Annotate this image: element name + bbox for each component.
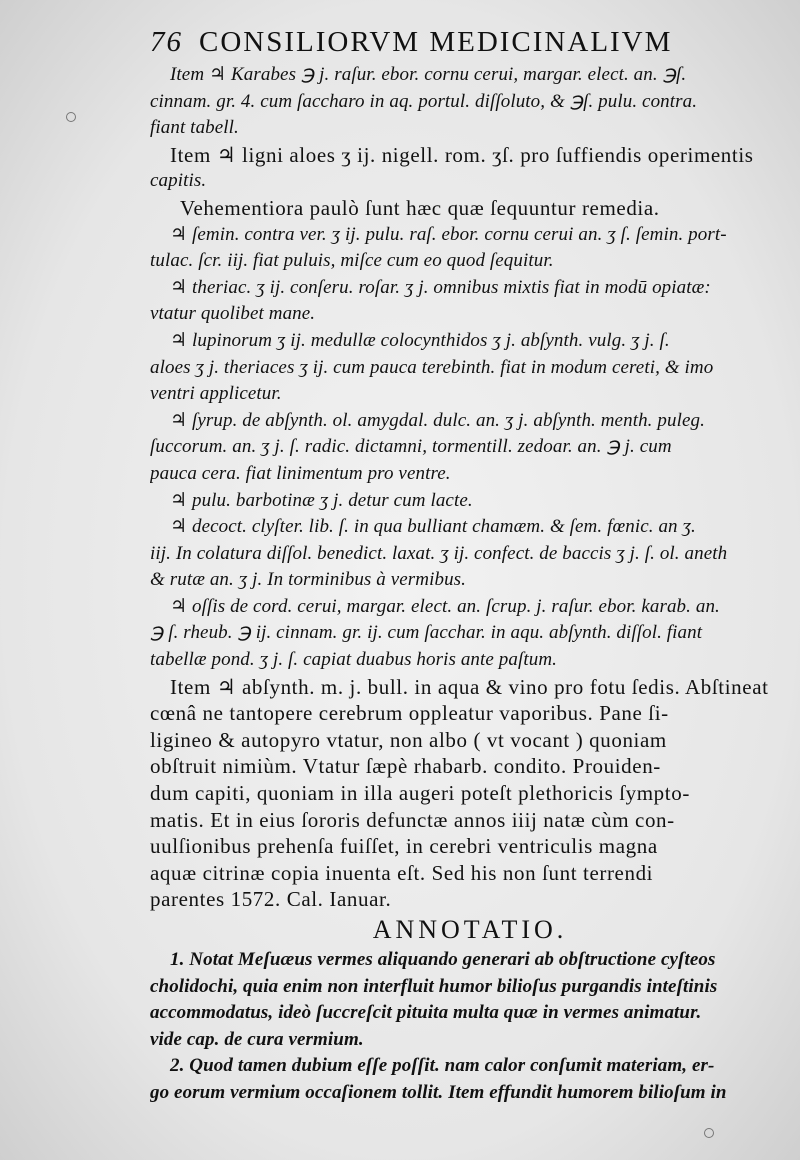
- text-line: ♃ theriac. ʒ ij. conſeru. roſar. ʒ j. omnibus mixtis fiat in modū opiatæ:: [170, 276, 711, 298]
- annotation-line: cholidochi, quia enim non interfluit humor bilioſus purgandis inteſtinis: [150, 975, 718, 997]
- annotations: [150, 947, 790, 1107]
- text-line: Vehementiora paulò ſunt hæc quæ ſequuntur remedia.: [180, 195, 660, 220]
- text-line: tabellæ pond. ʒ j. ſ. capiat duabus horis ante paſtum.: [150, 649, 558, 671]
- text-line: & rutæ an. ʒ j. In torminibus à vermibus.: [150, 569, 467, 591]
- text-line: obſtruit nimiùm. Vtatur ſæpè rhabarb. condito. Prouiden-: [150, 754, 661, 779]
- text-line: vtatur quolibet mane.: [150, 303, 316, 325]
- text-line: ℈ ſ. rheub. ℈ ij. cinnam. gr. ij. cum ſacchar. in aqu. abſynth. diſſol. fiant: [150, 622, 703, 644]
- annotation-line: go eorum vermium occaſionem tollit. Item effundit humorem bilioſum in: [150, 1081, 727, 1103]
- text-line: ♃ pulu. barbotinæ ʒ j. detur cum lacte.: [170, 489, 473, 511]
- text-line: fiant tabell.: [150, 117, 239, 139]
- text-line: iij. In colatura diſſol. benedict. laxat. ʒ ij. confect. de baccis ʒ j. ſ. ol. aneth: [150, 542, 728, 564]
- paper-speck: [66, 112, 76, 122]
- text-line: aquæ citrinæ copia inuenta eſt. Sed his non ſunt terrendi: [150, 860, 654, 885]
- annotatio-heading: ANNOTATIO.: [372, 915, 568, 944]
- text-line: ♃ ſemin. contra ver. ʒ ij. pulu. raſ. ebor. cornu cerui an. ʒ ſ. ſemin. port-: [170, 223, 727, 245]
- text-line: matis. Et in eius ſororis defunctæ annos iiij natæ cùm con-: [150, 807, 675, 832]
- page-number: 76: [150, 26, 183, 58]
- text-line: ♃ decoct. clyſter. lib. ſ. in qua bulliant chamæm. & ſem. fœnic. an ʒ.: [170, 516, 696, 538]
- text-line: ♃ ſyrup. de abſynth. ol. amygdal. dulc. an. ʒ j. abſynth. menth. puleg.: [170, 409, 705, 431]
- text-line: tulac. ſcr. iij. fiat puluis, miſce cum eo quod ſequitur.: [150, 250, 554, 272]
- paper-speck: [704, 1128, 714, 1138]
- annotation-line: 1. Notat Meſuæus vermes aliquando generari ab obſtructione cyſteos: [170, 949, 716, 970]
- text-line: uulſionibus prehenſa fuiſſet, in cerebri ventriculis magna: [150, 834, 658, 859]
- text-line: ventri applicetur.: [150, 383, 282, 405]
- text-line: parentes 1572. Cal. Ianuar.: [150, 887, 392, 912]
- text-line: ligineo & autopyro vtatur, non albo ( vt vocant ) quoniam: [150, 727, 667, 752]
- page-body: [150, 62, 790, 1107]
- annotation-line: vide cap. de cura vermium.: [150, 1028, 364, 1050]
- text-line: capitis.: [150, 170, 207, 192]
- main-text: [150, 62, 790, 913]
- text-line: Item ♃ abſynth. m. j. bull. in aqua & vino pro fotu ſedis. Abſtineat: [170, 674, 769, 699]
- text-line: dum capiti, quoniam in illa augeri poteſt plethoricis ſympto-: [150, 781, 690, 806]
- text-line: Item ♃ ligni aloes ʒ ij. nigell. rom. ʒſ. pro ſuffiendis operimentis: [170, 142, 754, 167]
- text-line: cinnam. gr. 4. cum ſaccharo in aq. portul. diſſoluto, & ℈ſ. pulu. contra.: [150, 90, 698, 112]
- text-line: pauca cera. fiat linimentum pro ventre.: [150, 462, 451, 484]
- annotation-line: accommodatus, ideò ſuccreſcit pituita multa quæ in vermes animatur.: [150, 1002, 702, 1024]
- page-header: [150, 26, 750, 59]
- annotation-line: 2. Quod tamen dubium eſſe poſſit. nam calor conſumit materiam, er-: [170, 1055, 715, 1077]
- text-line: ♃ lupinorum ʒ ij. medullæ colocynthidos ʒ j. abſynth. vulg. ʒ j. ſ.: [170, 329, 670, 351]
- text-line: aloes ʒ j. theriaces ʒ ij. cum pauca terebinth. fiat in modum cereti, & imo: [150, 356, 714, 378]
- text-line: ♃ oſſis de cord. cerui, margar. elect. an. ſcrup. j. raſur. ebor. karab. an.: [170, 595, 720, 617]
- text-line: cœnâ ne tantopere cerebrum oppleatur vaporibus. Pane ſi-: [150, 701, 669, 726]
- text-line: Item ♃ Karabes ℈ j. raſur. ebor. cornu cerui, margar. elect. an. ℈ſ.: [170, 64, 687, 85]
- text-line: ſuccorum. an. ʒ j. ſ. radic. dictamni, tormentill. zedoar. an. ℈ j. cum: [150, 436, 672, 458]
- running-title: CONSILIORVM MEDICINALIVM: [199, 26, 673, 58]
